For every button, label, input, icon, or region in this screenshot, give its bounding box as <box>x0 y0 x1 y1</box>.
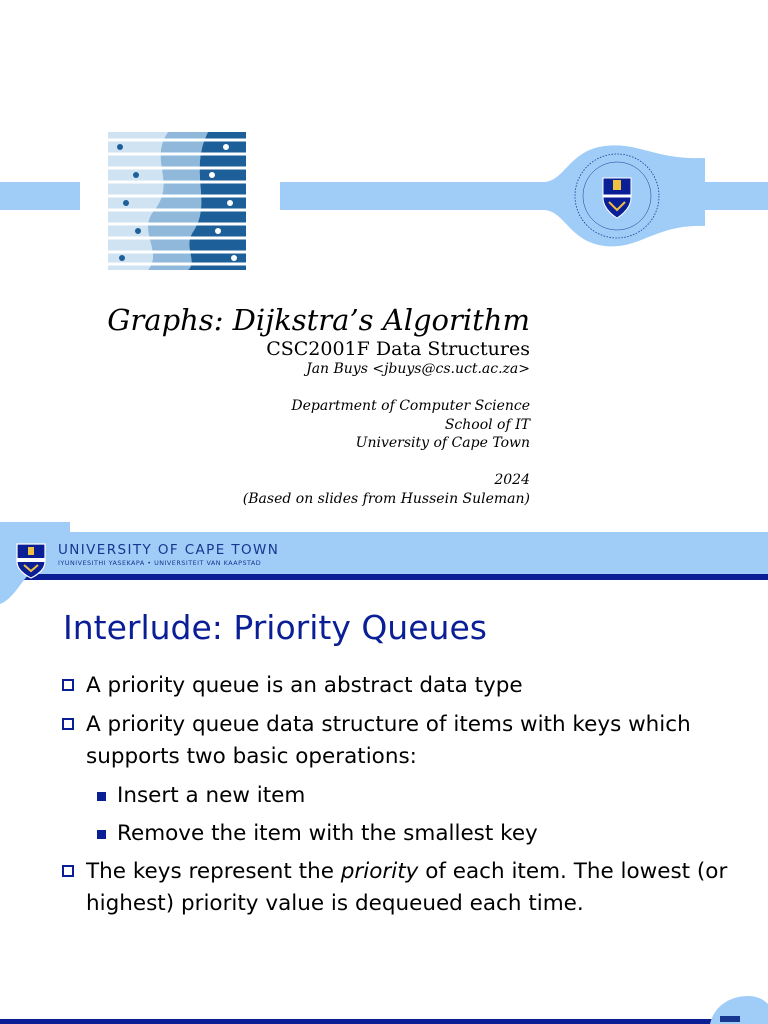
emphasis-text: priority <box>340 859 419 884</box>
circuit-logo-icon <box>108 132 246 270</box>
sub-bullet-item: Insert a new item <box>60 780 740 812</box>
credit-line: (Based on slides from Hussein Suleman) <box>242 490 530 507</box>
year-line: 2024 <box>494 472 530 488</box>
department-line: Department of Computer Science <box>291 398 530 414</box>
bullet-text: of each item. The lowest (or highest) priority value is dequeued each time. <box>86 859 728 916</box>
content-slide <box>0 522 768 1024</box>
university-line: University of Cape Town <box>355 435 530 451</box>
footer-rule <box>0 1019 768 1024</box>
presentation-title: Graphs: Dijkstra’s Algorithm <box>107 303 530 337</box>
uct-wordmark: UNIVERSITY OF CAPE TOWN <box>58 542 280 558</box>
banner-band-left <box>0 182 80 210</box>
author-line: Jan Buys <jbuys@cs.uct.ac.za> <box>306 361 530 377</box>
sub-bullet-item: Remove the item with the smallest key <box>60 818 740 850</box>
bullet-item: A priority queue data structure of items with keys which supports two basic operations: <box>60 709 740 773</box>
footer-curve <box>700 992 768 1024</box>
bullet-list <box>60 670 740 927</box>
bullet-text: The keys represent the <box>86 859 341 884</box>
uct-seal-icon <box>545 140 705 252</box>
course-name: CSC2001F Data Structures <box>266 338 530 360</box>
school-line: School of IT <box>444 416 530 433</box>
uct-sub-wordmark: IYUNIVESITHI YASEKAPA • UNIVERSITEIT VAN KAAPSTAD <box>58 559 262 567</box>
bullet-item <box>60 856 740 920</box>
header-rule <box>0 574 768 580</box>
title-block <box>107 302 530 508</box>
uct-shield-icon <box>15 542 47 580</box>
slide-title: Interlude: Priority Queues <box>63 608 487 647</box>
bullet-item: A priority queue is an abstract data type <box>60 670 740 702</box>
